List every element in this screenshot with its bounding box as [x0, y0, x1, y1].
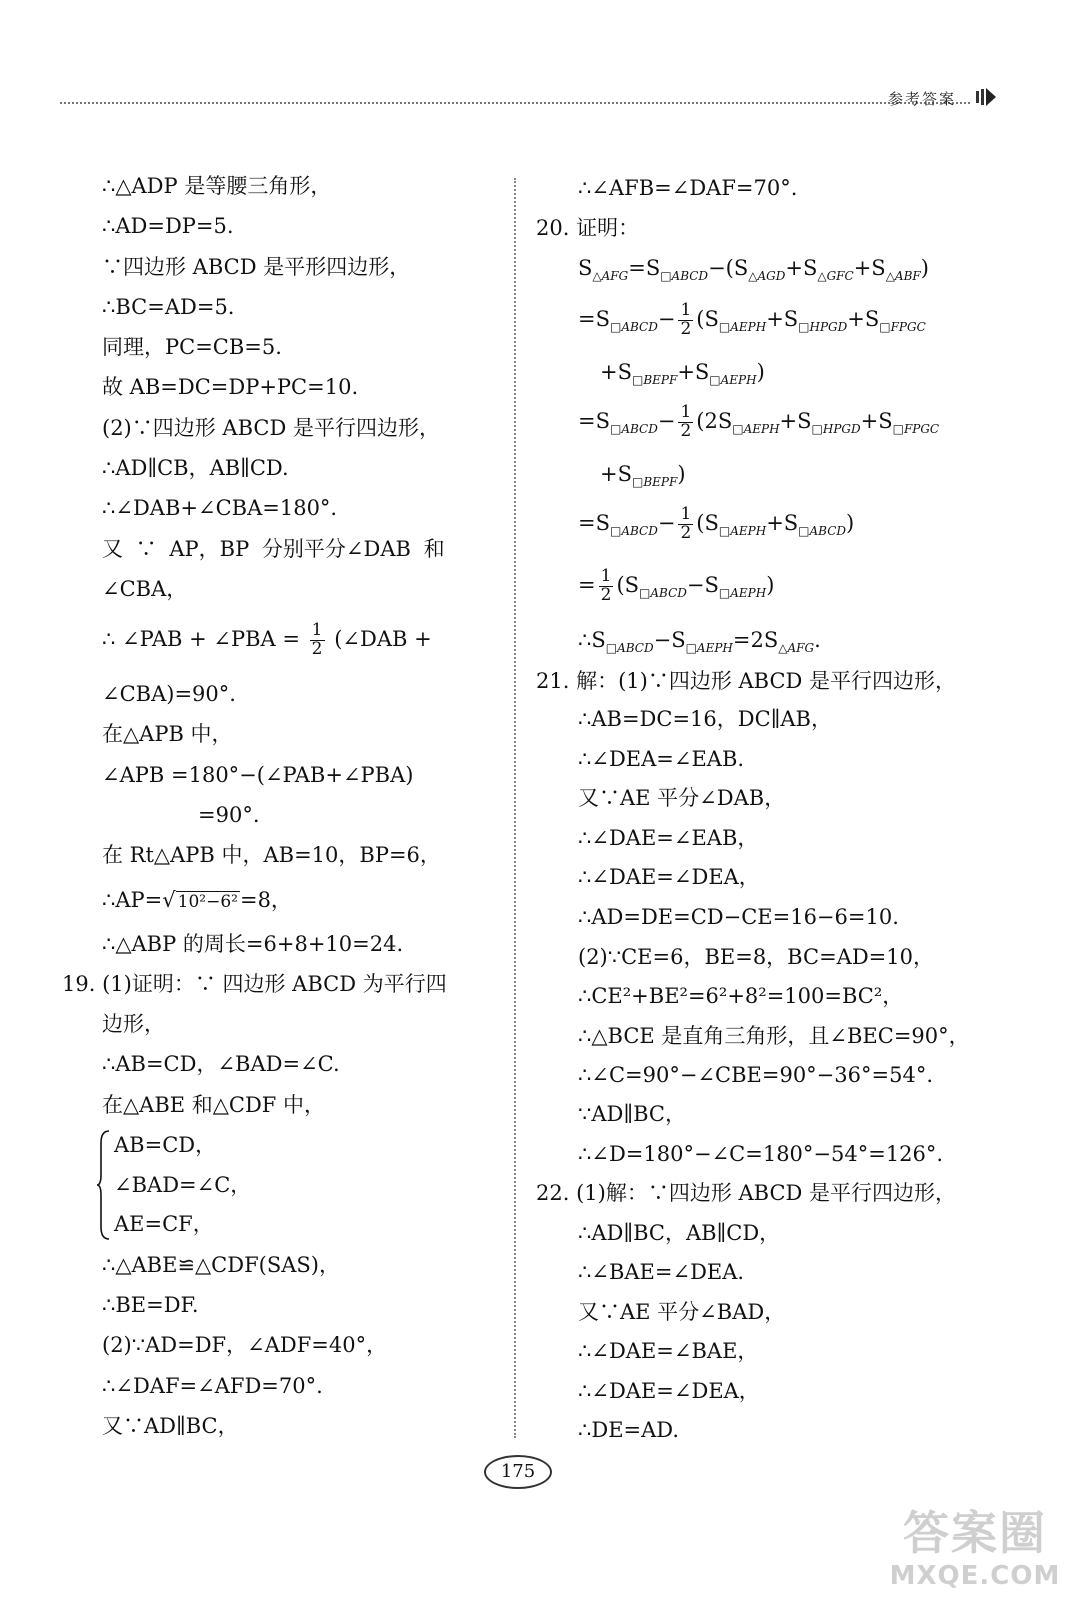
fraction-numerator: 1 [680, 402, 692, 422]
watermark [870, 1505, 1080, 1597]
text-fragment: ∴ ∠PAB + ∠PBA = [102, 626, 300, 651]
text-fragment: +S [860, 408, 893, 433]
text-fragment: ∴S [578, 628, 606, 652]
text-line: ∵AD∥BC， [578, 1102, 686, 1126]
text-fragment: +S [847, 306, 880, 331]
text-fragment: (∠DAB + [334, 626, 432, 651]
subscript: □AEPH [685, 641, 733, 655]
text-fragment: =2S [732, 628, 779, 652]
text-fragment: +S [600, 462, 632, 486]
text-fragment: = [628, 256, 646, 280]
fraction [599, 568, 614, 605]
text-line: ∴CE²+BE²=6²+8²=100=BC²， [578, 984, 904, 1008]
subscript: △ABF [885, 269, 921, 283]
text-fragment: ) [677, 462, 686, 486]
text-line: 在△APB 中， [102, 722, 233, 746]
text-fragment: + [853, 256, 872, 280]
text-line: ∴AD=DP=5. [102, 214, 234, 238]
text-line: ∴△ABP 的周长=6+8+10=24. [102, 932, 404, 956]
subscript: □ABCD [609, 319, 658, 334]
subscript: □AEPH [718, 523, 767, 538]
subscript: □AEPH [709, 373, 757, 387]
text-line: 又∵AE 平分∠DAB， [578, 786, 786, 810]
text-line: ∴DE=AD. [578, 1418, 680, 1442]
subscript: □ABCD [605, 641, 654, 655]
text-line: ∴∠DEA=∠EAB. [578, 747, 745, 771]
fraction [678, 404, 693, 441]
text-fragment: ∴AP=√ [102, 888, 176, 912]
text-line: ∴AD∥BC，AB∥CD， [578, 1221, 781, 1245]
text-fragment: S [871, 256, 886, 280]
text-line: ∴∠D=180°−∠C=180°−54°=126°. [578, 1142, 944, 1166]
fraction-denominator: 2 [680, 420, 692, 441]
text-fragment: ) [766, 572, 775, 597]
text-line: ∴∠AFB=∠DAF=70°. [578, 176, 798, 200]
subscript: △AFG [778, 641, 815, 655]
subscript: □ABCD [660, 269, 709, 283]
text-line: ∴∠DAB+∠CBA=180°. [102, 496, 338, 520]
subscript: △AGD [748, 269, 786, 283]
text-fragment: = [578, 572, 596, 597]
text-line: ∴BE=DF. [102, 1293, 199, 1317]
text-fragment: +S [766, 510, 799, 535]
text-line: 20. 证明： [536, 216, 640, 240]
watermark-logo-text: 答案圈 [903, 1506, 1047, 1560]
text-fragment: =8， [239, 888, 292, 912]
header-dotted-rule [60, 102, 970, 104]
text-fragment: − [657, 510, 676, 535]
text-line: 19. (1)证明：∵ 四边形 ABCD 为平行四 [62, 972, 447, 996]
equation-line [102, 890, 292, 911]
text-line: ∴∠BAE=∠DEA. [578, 1260, 745, 1284]
text-line: ∠CBA)=90°. [102, 682, 236, 706]
fraction [678, 506, 693, 543]
radicand: 10²−6² [177, 892, 238, 912]
text-fragment: +S [677, 360, 710, 384]
text-line: ∴AB=DC=16，DC∥AB， [578, 707, 832, 731]
text-line: ∴△BCE 是直角三角形，且∠BEC=90°， [578, 1024, 970, 1048]
text-line: ∴AD=DE=CD−CE=16−6=10. [578, 905, 899, 929]
text-line: ∠CBA， [102, 577, 188, 601]
text-line: ∴∠DAE=∠DEA， [578, 865, 760, 889]
column-divider [514, 178, 516, 1438]
watermark-url: MXQE.COM [889, 1561, 1061, 1591]
text-line: 又∵AD∥BC， [102, 1414, 239, 1438]
text-fragment: . [814, 628, 821, 652]
text-line: ∴△ABE≌△CDF(SAS)， [102, 1253, 340, 1277]
fraction-numerator: 1 [600, 566, 612, 586]
text-fragment: =S [578, 306, 610, 331]
text-line: ∴BC=AD=5. [102, 295, 235, 319]
subscript: □BEPF [631, 373, 678, 387]
subscript: △GFC [817, 269, 854, 283]
text-fragment: − [657, 306, 676, 331]
text-fragment: =S [578, 510, 610, 535]
text-line: 22. (1)解：∵四边形 ABCD 是平行四边形， [536, 1181, 957, 1205]
subscript: □ABCD [798, 523, 847, 538]
text-line: ∴∠DAF=∠AFD=70°. [102, 1374, 323, 1398]
equation-line [600, 362, 765, 386]
equation-line [578, 258, 929, 282]
subscript: □AEPH [732, 421, 780, 436]
text-line: 又 ∵ AP，BP 分别平分∠DAB 和 [102, 537, 445, 561]
text-line: (2)∵AD=DF，∠ADF=40°， [102, 1333, 388, 1357]
left-brace-icon [96, 1129, 110, 1241]
text-line: ∵四边形 ABCD 是平形四边形， [102, 255, 411, 279]
text-fragment: −S [686, 572, 719, 597]
fraction [678, 302, 693, 339]
text-line: ∴∠DAE=∠DEA， [578, 1379, 760, 1403]
equation-line [578, 506, 854, 543]
text-line: ∴△ADP 是等腰三角形， [102, 174, 332, 198]
text-line: ∴∠C=90°−∠CBE=90°−36°=54°. [578, 1063, 933, 1087]
text-fragment: S [645, 256, 661, 280]
text-line: ∴AD∥CB，AB∥CD. [102, 456, 289, 480]
subscript: □HPGD [798, 319, 848, 334]
subscript: □ABCD [609, 421, 658, 436]
text-fragment: ) [846, 510, 855, 535]
fraction-denominator: 2 [600, 584, 612, 605]
subscript: △AFG [592, 269, 629, 283]
text-fragment: =S [578, 408, 610, 433]
subscript: □AEPH [718, 319, 767, 334]
subscript: □ABCD [639, 585, 687, 600]
text-fragment: −S [653, 628, 686, 652]
text-fragment: +S [600, 360, 632, 384]
fraction-denominator: 2 [680, 318, 692, 339]
text-fragment: (S [616, 572, 640, 597]
text-fragment: (S [696, 510, 719, 535]
fraction-numerator: 1 [680, 300, 692, 320]
equation-line [578, 630, 821, 654]
text-fragment: ) [920, 256, 929, 280]
text-line: 同理，PC=CB=5. [102, 335, 282, 359]
fraction-numerator: 1 [680, 504, 692, 524]
text-line: ∠APB =180°−(∠PAB+∠PBA) [102, 763, 414, 787]
page-number: 175 [484, 1455, 552, 1489]
equation-line [600, 464, 686, 488]
fraction-numerator: 1 [311, 620, 323, 640]
subscript: □BEPF [631, 475, 678, 489]
text-fragment: −( [708, 256, 734, 280]
fraction-denominator: 2 [680, 522, 692, 543]
text-fragment: − [657, 408, 676, 433]
text-fragment: S [802, 256, 818, 280]
text-line: 边形， [102, 1012, 165, 1036]
text-fragment: + [785, 256, 803, 280]
text-line: AE=CF， [114, 1212, 214, 1236]
text-line: (2)∵CE=6，BE=8，BC=AD=10， [578, 945, 934, 969]
text-fragment: S [733, 256, 749, 280]
text-fragment: (2S [696, 408, 733, 433]
text-line: ∴∠DAE=∠BAE， [578, 1339, 759, 1363]
text-fragment: S [578, 256, 593, 280]
text-line: AB=CD， [114, 1133, 217, 1157]
text-line: 故 AB=DC=DP+PC=10. [102, 375, 359, 399]
fraction [310, 622, 325, 659]
text-fragment: +S [779, 408, 812, 433]
text-line: =90°. [198, 803, 260, 827]
equation-line [578, 568, 774, 605]
text-line: 在 Rt△APB 中，AB=10，BP=6， [102, 843, 441, 867]
text-fragment: +S [766, 306, 799, 331]
subscript: □AEPH [718, 585, 767, 600]
text-fragment: (S [696, 306, 719, 331]
text-line: (2)∵四边形 ABCD 是平行四边形， [102, 416, 440, 440]
text-fragment: ) [756, 360, 765, 384]
text-line: ∴∠DAE=∠EAB， [578, 826, 759, 850]
text-line: 21. 解：(1)∵四边形 ABCD 是平行四边形， [536, 669, 957, 693]
equation-line [578, 302, 926, 339]
text-line: ∴AB=CD，∠BAD=∠C. [102, 1052, 340, 1076]
fraction-denominator: 2 [311, 638, 323, 659]
equation-line [578, 404, 939, 441]
subscript: □FPGC [892, 421, 940, 436]
equation-line [102, 622, 432, 659]
play-arrow-icon [975, 86, 997, 108]
subscript: □ABCD [609, 523, 658, 538]
text-line: 在△ABE 和△CDF 中， [102, 1093, 326, 1117]
header-title: 参考答案 [888, 90, 957, 108]
subscript: □HPGD [811, 421, 861, 436]
subscript: □FPGC [879, 319, 926, 334]
text-line: 又∵AE 平分∠BAD， [578, 1300, 786, 1324]
text-line: ∠BAD=∠C， [114, 1173, 252, 1197]
